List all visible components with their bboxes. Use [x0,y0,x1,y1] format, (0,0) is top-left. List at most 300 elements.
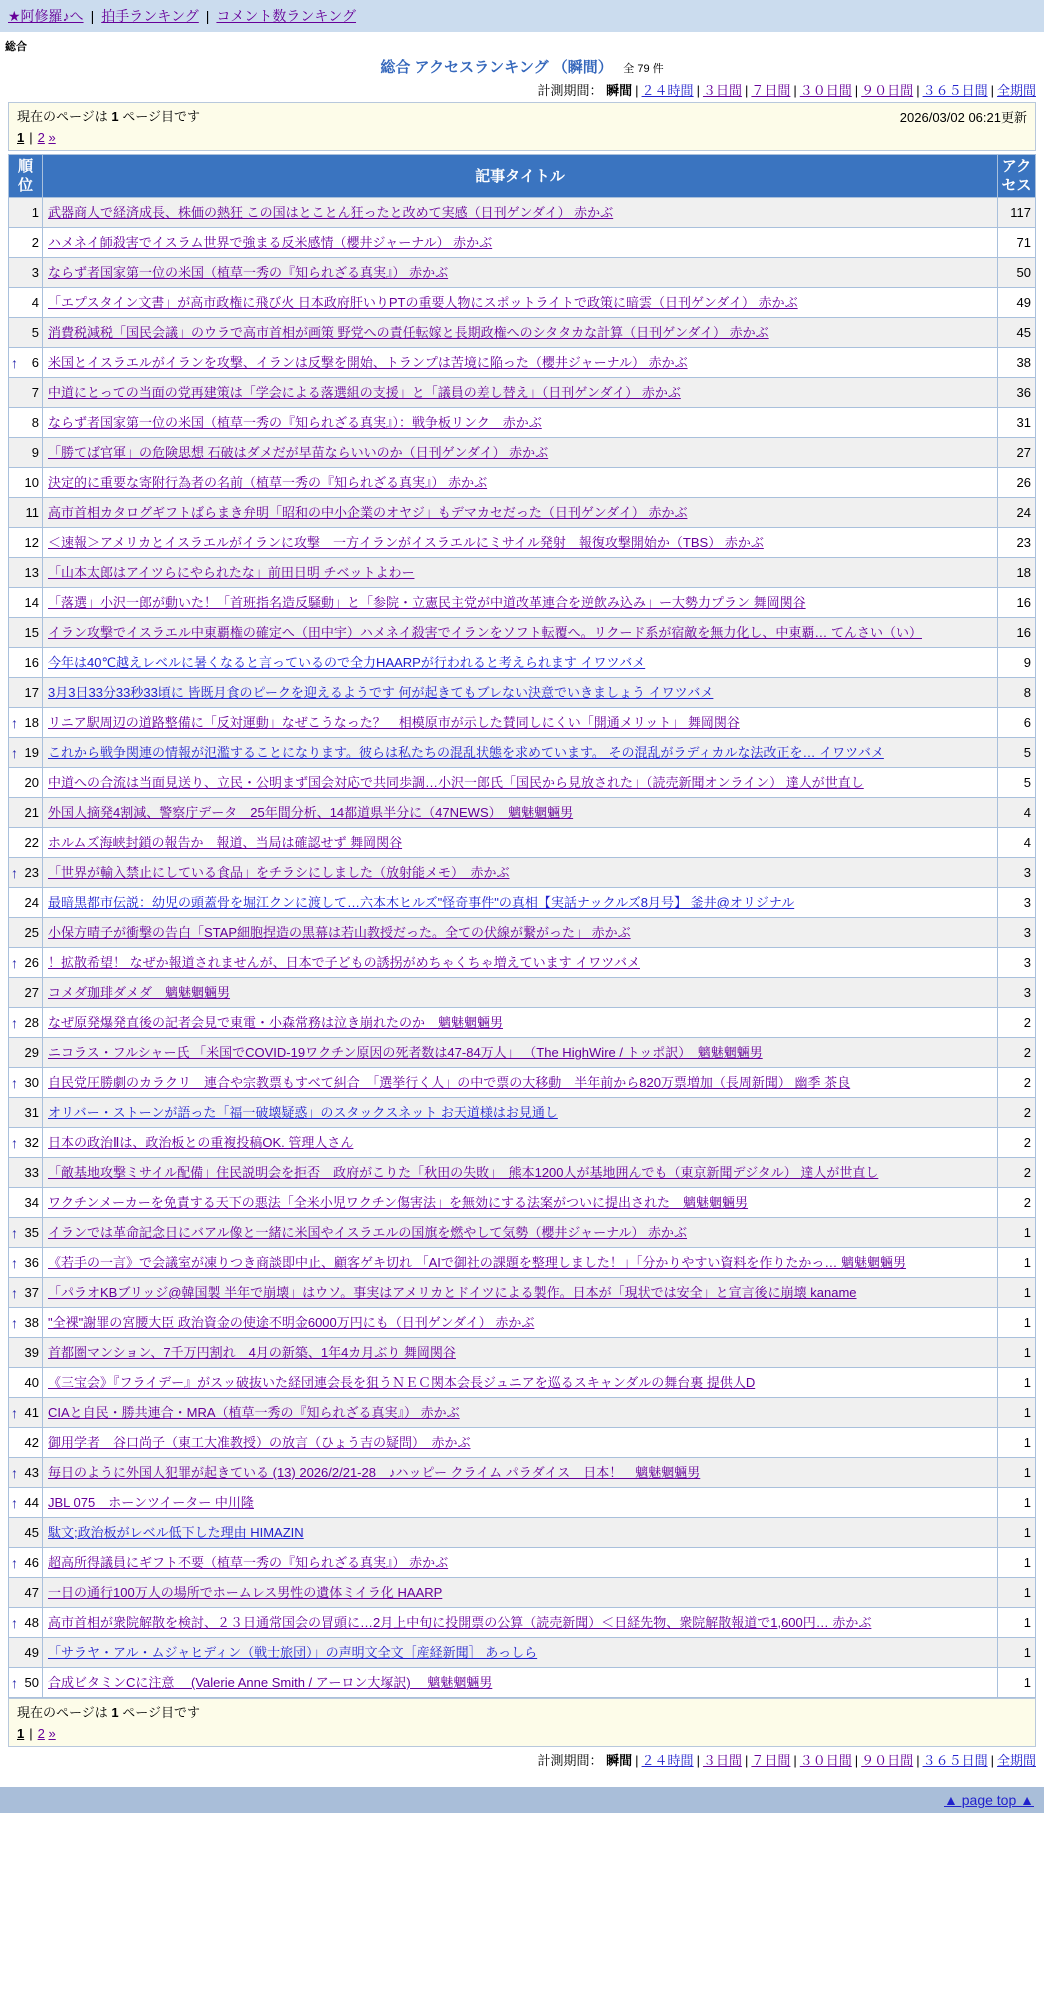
article-link[interactable]: 武器商人で経済成長、株価の熱狂 この国はとことん狂ったと改めて実感（日刊ゲンダイ） 赤かぶ [48,205,614,220]
rank-up-icon: ↑ [11,1554,18,1571]
article-link[interactable]: 中道にとっての当面の党再建策は「学会による落選組の支援」と「議員の差し替え」（日刊ゲンダイ） 赤かぶ [48,385,681,400]
access-count: 1 [998,1488,1036,1518]
article-link[interactable]: コメダ珈琲ダメダ 魑魅魍魎男 [48,985,231,1000]
article-link[interactable]: ハメネイ師殺害でイスラム世界で強まる反米感情（櫻井ジャーナル） 赤かぶ [48,235,493,250]
article-link[interactable]: 首都圏マンション、7千万円割れ 4月の新築、1年4カ月ぶり 舞岡関谷 [48,1345,456,1360]
article-link[interactable]: これから戦争関連の情報が氾濫することになります。彼らは私たちの混乱状態を求めています。 その混乱がラディカルな法改正を… イワツバメ [48,745,884,760]
article-link[interactable]: 合成ビタミンCに注意 (Valerie Anne Smith / アーロン大塚訳) 魑魅魍魎男 [48,1675,493,1690]
access-column-header: アクセス [998,155,1036,198]
topnav-link-home[interactable]: ★阿修羅♪へ [8,8,84,24]
rank-cell [9,888,43,918]
rank-up-icon: ↑ [11,1254,18,1271]
rank-number: 26 [24,955,39,970]
table-row [9,948,1036,978]
rank-cell [9,828,43,858]
article-link[interactable]: 「パラオKBブリッジ@韓国製 半年で崩壊」はウソ。事実はアメリカとドイツによる製作。日本が「現状では安全」と宣言後に崩壊 kaname [48,1285,857,1300]
rank-number: 8 [31,415,39,430]
title-column-header: 記事タイトル [43,155,998,198]
rank-cell [9,1068,43,1098]
rank-up-icon: ↑ [11,744,18,761]
article-link[interactable]: 駄文;政治板がレベル低下した理由 HIMAZIN [48,1525,304,1540]
access-count: 1 [998,1278,1036,1308]
rank-cell [9,948,43,978]
title-cell [43,468,998,498]
separator: | [696,83,700,98]
access-count: 117 [998,198,1036,228]
period-line-top [8,80,1036,99]
access-count: 50 [998,258,1036,288]
table-row [9,1368,1036,1398]
rank-number: 15 [24,625,39,640]
top-nav-bar [0,0,1044,32]
rank-cell [9,798,43,828]
table-row [9,768,1036,798]
title-cell [43,558,998,588]
article-link[interactable]: 外国人摘発4割減、警察庁データ 25年間分析、14都道県半分に（47NEWS） 魑魅魍魎男 [48,805,574,820]
title-cell [43,1068,998,1098]
rank-number: 39 [24,1345,39,1360]
access-count: 2 [998,1098,1036,1128]
article-link[interactable]: 「敵基地攻撃ミサイル配備」住民説明会を拒否 政府がこりた「秋田の失敗」 熊本1200人が基地囲んでも（東京新聞デジタル） 達人が世直し [48,1165,879,1180]
article-link[interactable]: 《三宝会》『フライデー』がスッ破抜いた経団連会長を狙うＮＥＣ関本会長ジュニアを巡るスキャンダルの舞台裏 提供人D [48,1375,756,1390]
access-count: 1 [998,1398,1036,1428]
rank-number: 33 [24,1165,39,1180]
table-row [9,1578,1036,1608]
table-row [9,1278,1036,1308]
title-cell [43,888,998,918]
separator: | [793,1753,797,1768]
access-count: 3 [998,978,1036,1008]
period-links-bottom [606,1753,1036,1768]
article-link[interactable]: 日本の政治Ⅱは、政治板との重複投稿OK. 管理人さん [48,1135,354,1150]
access-count: 27 [998,438,1036,468]
title-cell [43,948,998,978]
table-row [9,1428,1036,1458]
article-link[interactable]: 自民党圧勝劇のカラクリ 連合や宗教票もすべて糾合 「選挙行く人」の中で票の大移動 半年前から820万票増加（長周新聞） 幽季 茶良 [48,1075,851,1090]
separator: | [90,8,95,24]
page-link-next[interactable]: » [48,130,56,145]
article-link[interactable]: 今年は40℃越えレベルに暑くなると言っているので全力HAARPが行われると考えられます イワツバメ [48,655,646,670]
access-count: 1 [998,1428,1036,1458]
page-status [17,106,1027,125]
article-link[interactable]: 3月3日33分33秒33頃に 皆既月食のピークを迎えるようです 何が起きてもブレない決意でいきましょう イワツバメ [48,685,714,700]
table-row [9,198,1036,228]
title-cell [43,648,998,678]
article-link[interactable]: 一日の通行100万人の場所でホームレス男性の遺体ミイラ化 HAARP [48,1585,443,1600]
table-row [9,678,1036,708]
table-row [9,1548,1036,1578]
title-cell [43,1308,998,1338]
rank-number: 27 [24,985,39,1000]
title-cell [43,1368,998,1398]
title-cell [43,1248,998,1278]
article-link[interactable]: 「エプスタイン文書」が高市政権に飛び火 日本政府肝いりPTの重要人物にスポットライトで政策に暗雲（日刊ゲンダイ） 赤かぶ [48,295,798,310]
rank-number: 1 [31,205,39,220]
period-link: 瞬間 [606,83,633,98]
article-link[interactable]: 「勝てば官軍」の危険思想 石破はダメだが早苗ならいいのか（日刊ゲンダイ） 赤かぶ [48,445,549,460]
title-cell [43,1638,998,1668]
separator: | [29,1726,33,1741]
topnav-link-comment-ranking[interactable]: コメント数ランキング [216,8,357,24]
period-link[interactable]: ２４時間 [641,83,694,98]
rank-cell [9,1248,43,1278]
rank-cell [9,768,43,798]
period-label: 計測期間： [537,83,603,98]
article-link[interactable]: CIAと自民・勝共連合・MRA（植草一秀の『知られざる真実』） 赤かぶ [48,1405,460,1420]
table-row [9,1398,1036,1428]
updated-timestamp: 2026/03/02 06:21更新 [899,110,1027,125]
title-cell [43,408,998,438]
title-cell [43,1128,998,1158]
rank-number: 3 [31,265,39,280]
page-link-1-current[interactable]: 1 [17,130,25,145]
page-link-2[interactable]: 2 [37,1726,45,1741]
title-cell [43,1188,998,1218]
access-count: 1 [998,1548,1036,1578]
rank-number: 5 [31,325,39,340]
period-link: 瞬間 [606,1753,633,1768]
rank-number: 14 [24,595,39,610]
rank-cell [9,528,43,558]
category-label: 総合 [5,41,27,53]
title-cell [43,768,998,798]
period-link[interactable]: ３０日間 [799,1753,852,1768]
period-link[interactable]: ７日間 [751,1753,791,1768]
rank-cell [9,1008,43,1038]
article-link[interactable]: なぜ原発爆発直後の記者会見で東電・小森常務は泣き崩れたのか 魑魅魍魎男 [48,1015,504,1030]
period-link[interactable]: ２４時間 [641,1753,694,1768]
page-status-prefix: 現在のページは [17,1705,108,1720]
article-link[interactable]: "全裸"謝罪の宮腰大臣 政治資金の使途不明金6000万円にも（日刊ゲンダイ） 赤かぶ [48,1315,535,1330]
access-count: 18 [998,558,1036,588]
period-link[interactable]: 全期間 [996,83,1036,98]
article-link[interactable]: 決定的に重要な寄附行為者の名前（植草一秀の『知られざる真実』） 赤かぶ [48,475,488,490]
period-link[interactable]: ３０日間 [799,83,852,98]
table-row [9,1188,1036,1218]
access-count: 36 [998,378,1036,408]
access-count: 4 [998,798,1036,828]
rank-up-icon: ↑ [11,1014,18,1031]
access-count: 71 [998,228,1036,258]
rank-number: 6 [31,355,39,370]
title-cell [43,1098,998,1128]
title-cell [43,1488,998,1518]
access-count: 5 [998,738,1036,768]
rank-number: 42 [24,1435,39,1450]
access-count: 23 [998,528,1036,558]
page-top-link[interactable]: ▲ page top ▲ [944,1792,1034,1808]
table-row [9,1158,1036,1188]
rank-up-icon: ↑ [11,1224,18,1241]
access-count: 3 [998,888,1036,918]
access-count: 8 [998,678,1036,708]
article-link[interactable]: イラン攻撃でイスラエル中東覇権の確定へ（田中宇）ハメネイ殺害でイランをソフト転覆へ。リクード系が宿敵を無力化し、中東覇… てんさい（い） [48,625,922,640]
table-row [9,648,1036,678]
article-link[interactable]: 高市首相が衆院解散を検討、２３日通常国会の冒頭に…2月上中旬に投開票の公算（読売新聞）＜日経先物、衆院解散報道で1,600円… 赤かぶ [48,1615,872,1630]
table-row [9,438,1036,468]
article-link[interactable]: 「サラヤ・アル・ムジャヒディン（戦士旅団）」の声明文全文［産経新聞］ あっしら [48,1645,538,1660]
access-count: 1 [998,1578,1036,1608]
article-link[interactable]: 《若手の一言》で会議室が凍りつき商談即中止、顧客ゲキ切れ 「AIで御社の課題を整理しました！」「分かりやすい資料を作りたかっ… 魑魅魍魎男 [48,1255,907,1270]
rank-cell [9,1308,43,1338]
rank-number: 20 [24,775,39,790]
table-row [9,1248,1036,1278]
article-link[interactable]: ！拡散希望！ なぜか報道されませんが、日本で子どもの誘拐がめちゃくちゃ増えています イワツバメ [48,955,640,970]
access-count: 26 [998,468,1036,498]
rank-cell [9,1488,43,1518]
access-count: 16 [998,588,1036,618]
table-row [9,1338,1036,1368]
title-cell [43,228,998,258]
table-row [9,498,1036,528]
title-cell [43,738,998,768]
rank-number: 2 [31,235,39,250]
rank-up-icon: ↑ [11,714,18,731]
title-cell [43,288,998,318]
title-cell [43,1608,998,1638]
rank-cell [9,1578,43,1608]
rank-cell [9,1218,43,1248]
page-link-2[interactable]: 2 [37,130,45,145]
article-link[interactable]: 消費税減税「国民会議」のウラで高市首相が画策 野党への責任転嫁と長期政権へのシタタカな計算（日刊ゲンダイ） 赤かぶ [48,325,769,340]
article-link[interactable]: 「山本太郎はアイツらにやられたな」前田日明 チベットよわー [48,565,415,580]
table-row [9,1068,1036,1098]
rank-number: 24 [24,895,39,910]
title-cell [43,528,998,558]
period-link[interactable]: ３６５日間 [922,1753,988,1768]
page-link-1-current[interactable]: 1 [17,1726,25,1741]
rank-number: 21 [24,805,39,820]
access-count: 2 [998,1128,1036,1158]
rank-cell [9,588,43,618]
rank-number: 30 [24,1075,39,1090]
table-row [9,558,1036,588]
period-link[interactable]: 全期間 [996,1753,1036,1768]
rank-cell [9,618,43,648]
rank-up-icon: ↑ [11,354,18,371]
current-page-number: 1 [111,109,119,124]
title-cell [43,1548,998,1578]
rank-number: 23 [24,865,39,880]
table-row [9,228,1036,258]
title-cell [43,348,998,378]
access-count: 1 [998,1308,1036,1338]
rank-number: 9 [31,445,39,460]
access-count: 6 [998,708,1036,738]
separator: | [635,83,639,98]
period-link[interactable]: ９０日間 [861,83,914,98]
access-count: 24 [998,498,1036,528]
table-row [9,888,1036,918]
article-link[interactable]: リニア駅周辺の道路整備に「反対運動」なぜこうなった？ 相模原市が示した賛同しにくい「開通メリット」 舞岡関谷 [48,715,740,730]
article-link[interactable]: 中道への合流は当面見送り、立民・公明まず国会対応で共同歩調…小沢一郎氏「国民から見放された」（読売新聞オンライン） 達人が世直し [48,775,864,790]
table-row [9,918,1036,948]
topnav-link-clap-ranking[interactable]: 拍手ランキング [101,8,199,24]
rank-cell [9,1638,43,1668]
table-row [9,1608,1036,1638]
access-count: 5 [998,768,1036,798]
rank-number: 10 [24,475,39,490]
rank-number: 4 [31,295,39,310]
page-links [17,130,1027,145]
article-link[interactable]: ニコラス・フルシャー氏 「米国でCOVID-19ワクチン原因の死者数は47-84万人」 （The HighWire / トッポ訳） 魑魅魍魎男 [48,1045,763,1060]
page-link-next[interactable]: » [48,1726,56,1741]
page-status-suffix: ページ目です [122,1705,200,1720]
rank-cell [9,1278,43,1308]
rank-number: 43 [24,1465,39,1480]
article-link[interactable]: 御用学者 谷口尚子（東工大准教授）の放言（ひょう吉の疑問） 赤かぶ [48,1435,471,1450]
article-link[interactable]: 米国とイスラエルがイランを攻撃、イランは反撃を開始、トランプは苦境に陥った（櫻井ジャーナル） 赤かぶ [48,355,688,370]
period-link[interactable]: ３日間 [702,83,742,98]
table-row [9,1218,1036,1248]
title-cell [43,708,998,738]
rank-cell [9,318,43,348]
rank-cell [9,648,43,678]
article-link[interactable]: 「落選」小沢一郎が動いた！「首班指名造反騒動」と「参院・立憲民主党が中道改革連合を逆飲み込み」ー大勢力プラン 舞岡関谷 [48,595,806,610]
title-cell [43,1158,998,1188]
table-row [9,258,1036,288]
access-count: 9 [998,648,1036,678]
title-cell [43,1398,998,1428]
table-row [9,528,1036,558]
rank-cell [9,498,43,528]
rank-cell [9,978,43,1008]
rank-cell [9,438,43,468]
access-count: 1 [998,1248,1036,1278]
article-link[interactable]: ホルムズ海峡封鎖の報告か 報道、当局は確認せず 舞岡関谷 [48,835,403,850]
title-cell [43,1338,998,1368]
article-link[interactable]: 高市首相カタログギフトばらまき弁明「昭和の中小企業のオヤジ」もデマカセだった（日刊ゲンダイ） 赤かぶ [48,505,688,520]
rank-up-icon: ↑ [11,1074,18,1091]
title-cell [43,858,998,888]
separator: | [854,1753,859,1768]
title-cell [43,1668,998,1698]
rank-up-icon: ↑ [11,954,18,971]
table-row [9,288,1036,318]
pagination-box-top [8,102,1036,151]
article-link[interactable]: オリバー・ストーンが語った「福一破壊疑惑」のスタックスネット お天道様はお見通し [48,1105,558,1120]
table-row [9,1668,1036,1698]
rank-cell [9,1518,43,1548]
title-cell [43,318,998,348]
period-line-bottom [8,1750,1036,1769]
title-cell [43,1008,998,1038]
article-link[interactable]: ならず者国家第一位の米国（植草一秀の『知られざる真実』） 赤かぶ [48,265,449,280]
rank-number: 35 [24,1225,39,1240]
article-link[interactable]: ＜速報＞アメリカとイスラエルがイランに攻撃 一方イランがイスラエルにミサイル発射 報復攻撃開始か（TBS） 赤かぶ [48,535,764,550]
rank-number: 34 [24,1195,39,1210]
table-row [9,708,1036,738]
rank-number: 19 [24,745,39,760]
rank-number: 38 [24,1315,39,1330]
rank-up-icon: ↑ [11,1314,18,1331]
article-link[interactable]: JBL 075 ホーンツイーター 中川隆 [48,1495,254,1510]
rank-cell [9,1458,43,1488]
article-link[interactable]: 「世界が輸入禁止にしている食品」をチラシにしました（放射能メモ） 赤かぶ [48,865,510,880]
page-title-line [0,56,1044,77]
table-row [9,378,1036,408]
article-link[interactable]: 超高所得議員にギフト不要（植草一秀の『知られざる真実』） 赤かぶ [48,1555,449,1570]
table-row [9,798,1036,828]
separator: | [744,83,749,98]
article-link[interactable]: 毎日のように外国人犯罪が起きている (13) 2026/2/21-28 ♪ハッピー クライム パラダイス 日本！ 魑魅魍魎男 [48,1465,701,1480]
access-count: 1 [998,1638,1036,1668]
rank-number: 32 [24,1135,39,1150]
rank-up-icon: ↑ [11,1494,18,1511]
title-cell [43,798,998,828]
table-row [9,408,1036,438]
table-row [9,1638,1036,1668]
period-link[interactable]: ３６５日間 [922,83,988,98]
article-link[interactable]: ならず者国家第一位の米国（植草一秀の『知られざる真実』）：戦争板リンク 赤かぶ [48,415,542,430]
access-count: 31 [998,408,1036,438]
table-row [9,348,1036,378]
rank-cell [9,258,43,288]
table-header-row [9,155,1036,198]
table-row [9,1458,1036,1488]
rank-up-icon: ↑ [11,1284,18,1301]
rank-cell [9,708,43,738]
access-count: 45 [998,318,1036,348]
rank-cell [9,738,43,768]
access-count: 3 [998,858,1036,888]
access-count: 2 [998,1038,1036,1068]
table-row [9,1308,1036,1338]
period-link[interactable]: ３日間 [702,1753,742,1768]
rank-cell [9,918,43,948]
rank-number: 41 [24,1405,39,1420]
article-link[interactable]: 小保方晴子が衝撃の告白「STAP細胞捏造の黒幕は若山教授だった。全ての伏線が繋がった」 赤かぶ [48,925,631,940]
access-count: 3 [998,948,1036,978]
ranking-table-body [9,198,1036,1698]
table-row [9,828,1036,858]
access-count: 4 [998,828,1036,858]
period-link[interactable]: ９０日間 [861,1753,914,1768]
page-status [17,1702,1027,1721]
title-cell [43,498,998,528]
separator: | [990,83,994,98]
table-row [9,618,1036,648]
access-count: 2 [998,1068,1036,1098]
table-row [9,1038,1036,1068]
table-row [9,1128,1036,1158]
table-row [9,468,1036,498]
page-status-suffix: ページ目です [122,109,200,124]
article-link[interactable]: イランでは革命記念日にバアル像と一緒に米国やイスラエルの国旗を燃やして気勢（櫻井ジャーナル） 赤かぶ [48,1225,688,1240]
table-row [9,1488,1036,1518]
title-cell [43,378,998,408]
rank-cell [9,1428,43,1458]
rank-cell [9,858,43,888]
rank-up-icon: ↑ [11,1404,18,1421]
article-link[interactable]: ワクチンメーカーを免責する天下の悪法「全米小児ワクチン傷害法」を無効にする法案がついに提出された 魑魅魍魎男 [48,1195,749,1210]
rank-cell [9,678,43,708]
rank-number: 29 [24,1045,39,1060]
title-cell [43,1458,998,1488]
rank-cell [9,1128,43,1158]
rank-number: 49 [24,1645,39,1660]
rank-number: 37 [24,1285,39,1300]
rank-cell [9,1548,43,1578]
period-link[interactable]: ７日間 [751,83,791,98]
rank-number: 16 [24,655,39,670]
rank-number: 46 [24,1555,39,1570]
page-top-bar [0,1787,1044,1813]
access-count: 1 [998,1218,1036,1248]
title-cell [43,828,998,858]
article-link[interactable]: 最暗黒都市伝説：幼児の頭蓋骨を堀江クンに渡して…六本木ヒルズ"怪奇事件"の真相【実話ナックルズ8月号】 釜井@オリジナル [48,895,795,910]
period-label: 計測期間： [537,1753,603,1768]
